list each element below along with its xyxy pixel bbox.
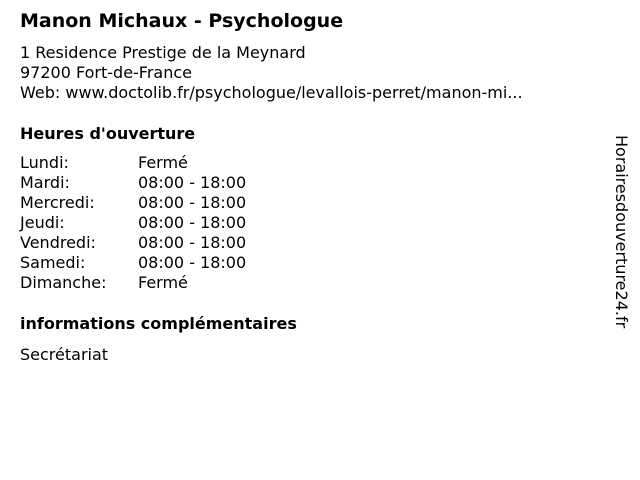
hours-day: Dimanche: xyxy=(20,273,107,292)
address-street: 1 Residence Prestige de la Meynard xyxy=(20,43,306,62)
hours-day: Vendredi: xyxy=(20,233,96,252)
hours-day: Jeudi: xyxy=(20,213,65,232)
additional-info-text: Secrétariat xyxy=(20,345,109,364)
additional-info-heading: informations complémentaires xyxy=(20,314,297,333)
site-watermark: Horairesdouverture24.fr xyxy=(612,135,631,329)
hours-time: 08:00 - 18:00 xyxy=(138,253,247,272)
hours-time: Fermé xyxy=(138,273,188,292)
page-title: Manon Michaux - Psychologue xyxy=(20,10,344,32)
website-link[interactable]: Web: www.doctolib.fr/psychologue/levallois-perret/manon-mi... xyxy=(20,83,523,102)
hours-time: 08:00 - 18:00 xyxy=(138,193,247,212)
hours-day: Mardi: xyxy=(20,173,70,192)
hours-day: Lundi: xyxy=(20,153,69,172)
address-city: 97200 Fort-de-France xyxy=(20,63,193,82)
address-block xyxy=(20,43,523,103)
hours-time: 08:00 - 18:00 xyxy=(138,213,247,232)
hours-day: Mercredi: xyxy=(20,193,95,212)
opening-hours-heading: Heures d'ouverture xyxy=(20,124,196,143)
hours-day: Samedi: xyxy=(20,253,86,272)
hours-time: Fermé xyxy=(138,153,188,172)
hours-time: 08:00 - 18:00 xyxy=(138,173,247,192)
hours-time: 08:00 - 18:00 xyxy=(138,233,247,252)
